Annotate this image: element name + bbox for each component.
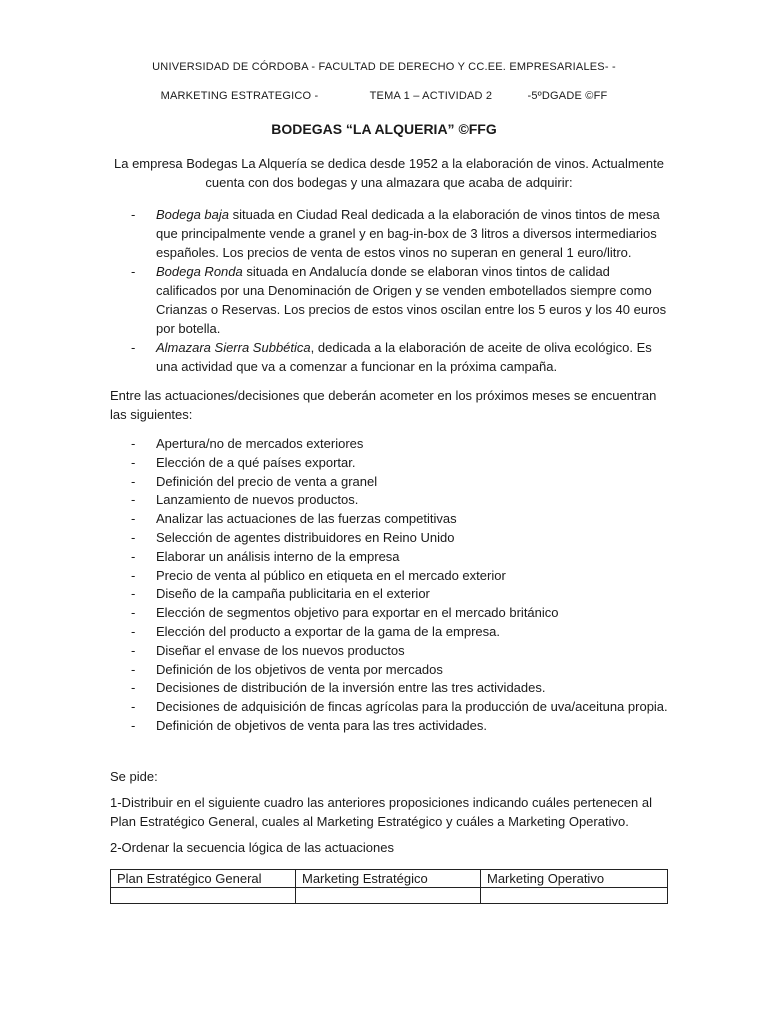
list-dash: -: [131, 473, 136, 489]
list-dash: -: [131, 264, 136, 279]
task-1: 1-Distribuir en el siguiente cuadro las anteriores proposiciones indicando cuáles pertenecen al Plan Estratégico General, cuales al Marketing Estratégico y cuáles a Marketing Operativo.: [110, 795, 652, 829]
facility-name: Bodega Ronda: [156, 264, 243, 279]
list-dash: -: [131, 605, 136, 621]
list-item: [110, 529, 668, 548]
list-dash: -: [131, 642, 136, 658]
action-text: Analizar las actuaciones de las fuerzas competitivas: [156, 511, 457, 527]
list-dash: -: [131, 680, 136, 696]
task-2: 2-Ordenar la secuencia lógica de las actuaciones: [110, 840, 395, 855]
col-marketing-operativo: Marketing Operativo: [481, 870, 668, 888]
list-item: [110, 661, 668, 680]
action-text: Definición de objetivos de venta para las tres actividades.: [156, 717, 487, 733]
table-cell: [111, 888, 296, 904]
action-text: Elección de a qué países exportar.: [156, 454, 356, 470]
list-item: [110, 338, 668, 376]
action-text: Apertura/no de mercados exteriores: [156, 436, 364, 451]
list-item: [110, 642, 668, 661]
header-topic: TEMA 1 – ACTIVIDAD 2: [369, 90, 493, 102]
list-dash: -: [131, 340, 136, 355]
facility-text: situada en Ciudad Real dedicada a la elaboración de vinos tintos de mesa que principalmente vende a granel y en bag-in-box de 3 litros a diversos intermediarios españoles. Los precios de venta de estos vinos no superan en general 1 euro/litro.: [156, 207, 660, 260]
list-dash: -: [131, 567, 136, 583]
list-item: [110, 585, 668, 604]
action-text: Lanzamiento de nuevos productos.: [156, 492, 359, 508]
list-item: [110, 473, 668, 492]
action-text: Definición del precio de venta a granel: [156, 473, 378, 489]
list-item: [110, 262, 668, 338]
list-item: [110, 679, 668, 698]
action-text: Decisiones de distribución de la inversión entre las tres actividades.: [156, 680, 546, 696]
list-dash: -: [131, 492, 136, 508]
col-plan-estrategico: Plan Estratégico General: [111, 870, 296, 888]
table-row: [111, 888, 668, 904]
table-header-row: [111, 870, 668, 888]
col-marketing-estrategico: Marketing Estratégico: [296, 870, 481, 888]
action-text: Diseñar el envase de los nuevos productos: [156, 642, 405, 658]
header-course: -5ºDGADE ©FF: [527, 90, 608, 102]
list-dash: -: [131, 548, 136, 564]
header-subject: MARKETING ESTRATEGICO -: [160, 90, 319, 102]
action-text: Elección de segmentos objetivo para exportar en el mercado británico: [156, 605, 559, 621]
actions-intro: Entre las actuaciones/decisiones que deberán acometer en los próximos meses se encuentran las siguientes:: [110, 388, 657, 422]
list-dash: -: [131, 717, 136, 733]
intro-paragraph: La empresa Bodegas La Alquería se dedica desde 1952 a la elaboración de vinos. Actualmente cuenta con dos bodegas y una almazara que acaba de adquirir:: [114, 156, 664, 190]
list-dash: -: [131, 623, 136, 639]
action-text: Elección del producto a exportar de la gama de la empresa.: [156, 623, 500, 639]
actions-list: [110, 435, 668, 736]
facility-name: Bodega baja: [156, 207, 230, 222]
list-dash: -: [131, 529, 136, 545]
list-item: [110, 548, 668, 567]
list-item: [110, 454, 668, 473]
list-dash: -: [131, 661, 136, 677]
action-text: Selección de agentes distribuidores en Reino Unido: [156, 529, 455, 545]
table-cell: [296, 888, 481, 904]
list-dash: -: [131, 436, 136, 451]
list-item: [110, 567, 668, 586]
list-item: [110, 205, 668, 262]
action-text: Precio de venta al público en etiqueta en el mercado exterior: [156, 567, 506, 583]
action-text: Decisiones de adquisición de fincas agrícolas para la producción de uva/aceituna propia.: [156, 699, 668, 715]
action-text: Diseño de la campaña publicitaria en el exterior: [156, 586, 430, 602]
list-item: [110, 435, 668, 454]
list-item: [110, 604, 668, 623]
action-text: Definición de los objetivos de venta por mercados: [156, 661, 443, 677]
header-course-line: [0, 90, 768, 102]
facility-name: Almazara Sierra Subbética: [156, 340, 311, 355]
list-item: [110, 717, 668, 736]
facility-text: , dedicada a la elaboración de aceite de oliva ecológico. Es una actividad que va a comenzar a funcionar en la próxima campaña.: [156, 340, 652, 374]
table-cell: [481, 888, 668, 904]
list-item: [110, 491, 668, 510]
header-institution: UNIVERSIDAD DE CÓRDOBA - FACULTAD DE DERECHO Y CC.EE. EMPRESARIALES- -: [152, 61, 616, 73]
list-dash: -: [131, 586, 136, 602]
se-pide-label: Se pide:: [110, 769, 158, 784]
list-dash: -: [131, 454, 136, 470]
action-text: Elaborar un análisis interno de la empresa: [156, 548, 400, 564]
facility-text: situada en Andalucía donde se elaboran vinos tintos de calidad calificados por una Denominación de Origen y se venden embotellados siempre como Crianzas o Reservas. Los precios de estos vinos oscilan entre los 5 euros y los 40 euros por botella.: [156, 264, 667, 336]
classification-table: [110, 869, 668, 904]
document-title: BODEGAS “LA ALQUERIA” ©FFG: [271, 121, 497, 137]
list-dash: -: [131, 207, 136, 222]
list-item: [110, 510, 668, 529]
list-dash: -: [131, 511, 136, 527]
facilities-list: [110, 205, 668, 376]
list-item: [110, 623, 668, 642]
list-item: [110, 698, 668, 717]
list-dash: -: [131, 699, 136, 715]
